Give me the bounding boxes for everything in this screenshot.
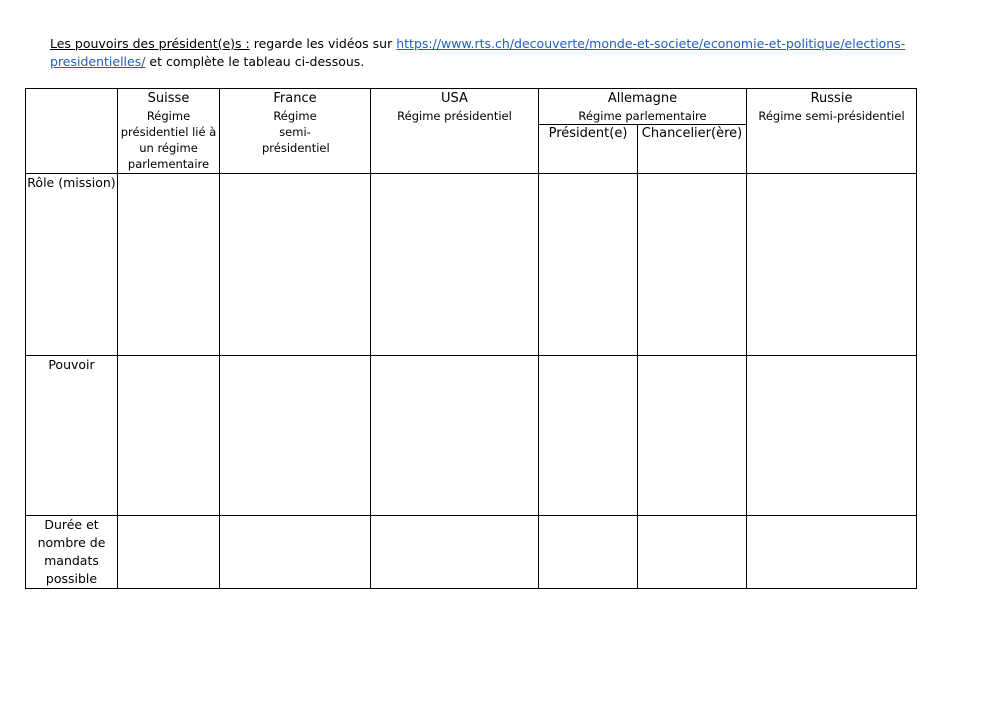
regime-russie: Régime semi-présidentiel xyxy=(758,109,905,123)
regime-france: Régime semi-présidentiel xyxy=(262,109,330,155)
cell-duree-russie[interactable] xyxy=(747,516,917,589)
cell-pouvoir-usa[interactable] xyxy=(371,356,539,516)
cell-role-allemagne-chancelier[interactable] xyxy=(638,174,747,356)
instructions-text-after-link: et complète le tableau ci-dessous. xyxy=(145,54,365,69)
header-suisse xyxy=(118,89,220,174)
regime-suisse: Régime présidentiel lié à un régime parlementaire xyxy=(120,109,217,171)
header-russie xyxy=(747,89,917,174)
header-france xyxy=(220,89,371,174)
country-name-suisse: Suisse xyxy=(147,91,190,106)
header-allemagne xyxy=(539,89,747,125)
row-label-role: Rôle (mission) xyxy=(26,174,118,356)
cell-duree-france[interactable] xyxy=(220,516,371,589)
cell-role-usa[interactable] xyxy=(371,174,539,356)
table-row xyxy=(26,174,917,356)
regime-usa: Régime présidentiel xyxy=(397,109,512,123)
instructions-heading: Les pouvoirs des président(e)s : xyxy=(50,36,250,51)
rts-video-link-line2[interactable]: presidentielles/ xyxy=(50,54,146,69)
rts-video-link-line1[interactable]: https://www.rts.ch/decouverte/monde-et-societe/economie-et-politique/elections- xyxy=(396,36,906,51)
cell-pouvoir-allemagne-president[interactable] xyxy=(539,356,638,516)
row-label-pouvoir: Pouvoir xyxy=(26,356,118,516)
cell-pouvoir-suisse[interactable] xyxy=(118,356,220,516)
table-row xyxy=(26,356,917,516)
cell-duree-allemagne-president[interactable] xyxy=(539,516,638,589)
header-corner-cell xyxy=(26,89,118,174)
subheader-allemagne-chancelier: Chancelier(ère) xyxy=(638,125,747,174)
cell-role-suisse[interactable] xyxy=(118,174,220,356)
row-label-duree: Durée et nombre de mandats possible xyxy=(26,516,118,589)
header-usa xyxy=(371,89,539,174)
cell-duree-allemagne-chancelier[interactable] xyxy=(638,516,747,589)
country-name-allemagne: Allemagne xyxy=(607,91,678,106)
cell-pouvoir-russie[interactable] xyxy=(747,356,917,516)
country-name-russie: Russie xyxy=(810,91,853,106)
cell-role-allemagne-president[interactable] xyxy=(539,174,638,356)
regime-allemagne: Régime parlementaire xyxy=(578,109,707,123)
header-row xyxy=(26,89,917,125)
country-name-france: France xyxy=(273,91,317,106)
cell-role-russie[interactable] xyxy=(747,174,917,356)
cell-pouvoir-allemagne-chancelier[interactable] xyxy=(638,356,747,516)
instructions-text-before-link: regarde les vidéos sur xyxy=(249,36,397,51)
cell-role-france[interactable] xyxy=(220,174,371,356)
cell-pouvoir-france[interactable] xyxy=(220,356,371,516)
cell-duree-suisse[interactable] xyxy=(118,516,220,589)
instructions xyxy=(50,35,930,71)
cell-duree-usa[interactable] xyxy=(371,516,539,589)
presidential-powers-table xyxy=(25,88,917,589)
table-row xyxy=(26,516,917,589)
subheader-allemagne-president: Président(e) xyxy=(539,125,638,174)
country-name-usa: USA xyxy=(441,91,468,106)
